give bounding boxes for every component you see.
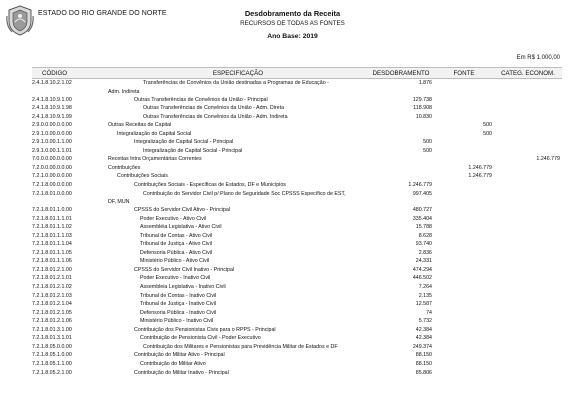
row-code: 7.2.1.8.05.1.0.00 (32, 352, 72, 359)
row-specification: Adm. Indireta (108, 88, 140, 95)
row-fonte (434, 317, 494, 326)
row-categ-econom (494, 190, 562, 199)
row-fonte (434, 155, 494, 164)
row-categ-econom (494, 198, 562, 206)
table-row (32, 172, 562, 181)
row-code: 7.2.1.8.05.0.0.00 (32, 343, 72, 350)
row-categ-econom (494, 240, 562, 249)
row-categ-econom (494, 215, 562, 224)
row-specification: Contribuição dos Militares e Pensionistas para Previdência Militar de Estados e DF (143, 343, 338, 350)
row-categ-econom (494, 343, 562, 352)
row-fonte (434, 104, 494, 113)
row-specification: Integralização de Capital Social - Principal (143, 147, 243, 154)
row-fonte (434, 147, 494, 156)
row-desdobramento: 85.806 (415, 369, 432, 376)
row-desdobramento: 474.294 (412, 266, 432, 273)
row-code: 2.4.1.8.10.9.1.98 (32, 105, 72, 112)
row-categ-econom (494, 164, 562, 173)
table-row (32, 104, 562, 113)
row-desdobramento (368, 121, 434, 130)
row-specification: Outras Transferências de Convênios da União - Adm. Direta (143, 105, 285, 112)
currency-unit: Em R$ 1.000,00 (516, 55, 560, 61)
row-specification: Tribunal de Justiça - Inativo Civil (140, 301, 217, 308)
table-row (32, 343, 562, 352)
row-desdobramento (368, 88, 434, 96)
row-desdobramento: 500 (423, 139, 432, 146)
row-desdobramento: 2.836 (418, 249, 432, 256)
row-desdobramento: 5.732 (418, 318, 432, 325)
row-desdobramento: 249.374 (412, 343, 432, 350)
row-desdobramento: 12.587 (415, 301, 432, 308)
row-desdobramento: 74 (426, 309, 432, 316)
row-specification: Defensoria Pública - Inativo Civil (140, 309, 217, 316)
column-header-categ-econom: CATEG. ECONOM. (494, 68, 562, 79)
row-fonte (434, 206, 494, 215)
row-code: 7.0.0.0.00.0.0.00 (32, 156, 72, 163)
row-categ-econom (494, 283, 562, 292)
table-row (32, 181, 562, 190)
row-code: 7.2.1.8.01.3.1.01 (32, 335, 72, 342)
table-row (32, 138, 562, 147)
state-name: ESTADO DO RIO GRANDE DO NORTE (38, 10, 167, 17)
row-desdobramento: 42.384 (415, 335, 432, 342)
table-row (32, 292, 562, 301)
row-categ-econom (494, 309, 562, 318)
row-specification: Transferências de Convênios da União destinadas a Programas de Educação - (143, 80, 329, 86)
row-specification: Integralização do Capital Social (117, 130, 192, 137)
table-row (32, 96, 562, 105)
row-categ-econom (494, 138, 562, 147)
table-row (32, 130, 562, 139)
report-title: Desdobramento da Receita (244, 9, 341, 18)
row-specification: Contribuição dos Pensionistas Civis para o RPPS - Principal (134, 326, 276, 333)
row-specification: Integralização de Capital Social - Principal (134, 139, 234, 146)
table-row (32, 232, 562, 241)
report-year: Ano Base: 2019 (267, 33, 318, 40)
column-header-specification: ESPECIFICAÇÃO (108, 68, 368, 79)
row-specification: Ministério Público - Ativo Civil (140, 258, 210, 265)
row-desdobramento: 446.502 (412, 275, 432, 282)
table-row (32, 215, 562, 224)
report-subtitle: RECURSOS DE TODAS AS FONTES (240, 20, 345, 27)
row-code: 7.2.1.8.01.2.1.05 (32, 309, 72, 316)
row-desdobramento (368, 164, 434, 173)
row-specification: Assembleia Legislativa - Inativo Civil (140, 284, 226, 291)
table-row (32, 326, 562, 335)
table-row (32, 300, 562, 309)
row-desdobramento: 1.246.779 (408, 182, 432, 189)
row-categ-econom (494, 317, 562, 326)
row-code: 2.4.1.8.10.9.1.99 (32, 113, 72, 120)
table-row (32, 198, 562, 206)
row-fonte (434, 232, 494, 241)
row-code: 7.2.1.8.01.1.0.00 (32, 207, 72, 214)
row-categ-econom (494, 104, 562, 113)
row-specification: Tribunal de Contas - Inativo Civil (140, 292, 217, 299)
row-fonte (434, 215, 494, 224)
table-row (32, 190, 562, 199)
row-code: 7.2.1.8.01.3.1.00 (32, 326, 72, 333)
row-desdobramento: 88.150 (415, 360, 432, 367)
table-row (32, 283, 562, 292)
row-specification: CPSSS do Servidor Civil Inativo - Principal (134, 266, 235, 273)
row-code: 2.9.1.0.00.0.0.00 (32, 130, 72, 137)
row-categ-econom (494, 369, 562, 378)
row-fonte (434, 360, 494, 369)
row-specification: Outras Receitas de Capital (108, 122, 172, 129)
row-code: 7.2.1.8.01.2.1.02 (32, 284, 72, 291)
row-specification: Tribunal de Justiça - Ativo Civil (140, 241, 212, 248)
row-fonte (434, 96, 494, 105)
row-categ-econom (494, 130, 562, 139)
row-desdobramento: 8.628 (418, 232, 432, 239)
row-code: 7.2.1.8.01.2.1.03 (32, 292, 72, 299)
row-fonte (434, 88, 494, 96)
row-fonte (434, 369, 494, 378)
row-code: 2.9.1.0.00.1.1.00 (32, 139, 72, 146)
table-row (32, 317, 562, 326)
row-specification: Tribunal de Contas - Ativo Civil (140, 232, 213, 239)
row-desdobramento: 118.908 (413, 105, 432, 112)
row-code (32, 198, 108, 206)
row-fonte: 500 (483, 122, 492, 129)
row-desdobramento: 480.727 (412, 207, 432, 214)
row-specification: Defensoria Pública - Ativo Civil (140, 249, 213, 256)
table-row (32, 147, 562, 156)
table-row (32, 155, 562, 164)
row-specification: Contribuição do Militar Ativo - Principal (134, 352, 225, 359)
row-desdobramento: 15.788 (415, 224, 432, 231)
row-desdobramento: 997.405 (412, 190, 432, 197)
row-specification: Contribuições Sociais - Específicas de Estados, DF e Municípios (134, 182, 286, 189)
row-specification: Outras Transferências de Convênios da União - Principal (134, 96, 268, 103)
row-fonte: 1.246.779 (468, 164, 492, 171)
row-fonte (434, 283, 494, 292)
row-fonte (434, 181, 494, 190)
row-fonte (434, 190, 494, 199)
row-fonte (434, 309, 494, 318)
row-desdobramento: 500 (423, 147, 432, 154)
row-code: 7.2.1.0.00.0.0.00 (32, 173, 72, 180)
row-code: 7.2.1.8.01.2.1.06 (32, 318, 72, 325)
row-categ-econom: 1.246.779 (536, 156, 560, 163)
row-specification: Ministério Público - Inativo Civil (140, 318, 214, 325)
row-code: 7.2.1.8.01.1.1.06 (32, 258, 72, 265)
table-row (32, 240, 562, 249)
row-code: 2.9.0.0.00.0.0.00 (32, 122, 72, 129)
row-desdobramento: 1.876 (418, 80, 432, 86)
row-categ-econom (494, 274, 562, 283)
row-code: 7.2.1.8.01.1.1.01 (32, 215, 72, 222)
row-code: 2.4.1.8.10.2.1.02 (32, 80, 72, 86)
table-row (32, 274, 562, 283)
row-fonte (434, 351, 494, 360)
row-categ-econom (494, 360, 562, 369)
row-specification: Outras Transferências de Convênios da União - Adm. Indireta (143, 113, 288, 120)
row-code: 7.2.1.8.01.2.1.04 (32, 301, 72, 308)
row-fonte (434, 300, 494, 309)
row-categ-econom (494, 172, 562, 181)
row-fonte (434, 343, 494, 352)
row-categ-econom (494, 181, 562, 190)
table-row (32, 121, 562, 130)
row-specification: Contribuição do Servidor Civil p/ Plano de Seguridade Soc CPSSS Específico de EST, (143, 190, 346, 197)
row-specification: Contribuições Sociais (117, 173, 168, 180)
row-code: 7.2.0.0.00.0.0.00 (32, 164, 72, 171)
row-desdobramento: 88.150 (415, 352, 432, 359)
row-fonte: 500 (483, 130, 492, 137)
row-desdobramento: 7.264 (418, 284, 432, 291)
row-desdobramento (368, 172, 434, 181)
table-row (32, 257, 562, 266)
row-fonte (434, 326, 494, 335)
row-desdobramento: 335.404 (412, 215, 432, 222)
row-code: 7.2.1.8.01.2.1.01 (32, 275, 72, 282)
row-fonte: 1.246.779 (468, 173, 492, 180)
row-fonte (434, 266, 494, 275)
row-specification: Contribuição do Militar Inativo - Principal (134, 369, 229, 376)
table-row (32, 223, 562, 232)
table-row (32, 351, 562, 360)
row-fonte (434, 292, 494, 301)
row-code: 7.2.1.8.05.1.1.00 (32, 360, 72, 367)
table-row (32, 369, 562, 378)
row-code: 7.2.1.8.01.1.1.04 (32, 241, 72, 248)
row-specification: Contribuição do Militar Ativo (140, 360, 206, 367)
row-categ-econom (494, 351, 562, 360)
row-desdobramento: 2.135 (418, 292, 432, 299)
table-row (32, 88, 562, 96)
row-categ-econom (494, 113, 562, 122)
table-header-row (32, 68, 562, 79)
row-fonte (434, 334, 494, 343)
row-categ-econom (494, 266, 562, 275)
row-fonte (434, 198, 494, 206)
row-specification: Contribuições (108, 164, 141, 171)
row-code (32, 88, 108, 96)
row-categ-econom (494, 249, 562, 258)
column-header-code: CÓDIGO (32, 68, 108, 79)
report-header (0, 0, 585, 60)
row-fonte (434, 257, 494, 266)
row-categ-econom (494, 96, 562, 105)
row-code: 7.2.1.8.01.0.0.00 (32, 190, 72, 197)
row-categ-econom (494, 334, 562, 343)
column-header-desdobramento: DESDOBRAMENTO (368, 68, 434, 79)
row-specification: Contribuição de Pensionista Civil - Poder Executivo (140, 335, 261, 342)
row-categ-econom (494, 232, 562, 241)
row-code: 2.4.1.8.10.9.1.00 (32, 96, 72, 103)
row-categ-econom (494, 206, 562, 215)
row-desdobramento (368, 155, 434, 164)
table-row (32, 164, 562, 173)
row-categ-econom (494, 292, 562, 301)
row-categ-econom (494, 326, 562, 335)
row-code: 7.2.1.8.01.1.1.05 (32, 249, 72, 256)
table-row (32, 309, 562, 318)
row-code: 7.2.1.8.05.2.1.00 (32, 369, 72, 376)
row-desdobramento: 129.738 (412, 96, 432, 103)
row-code: 7.2.1.8.01.1.1.02 (32, 224, 72, 231)
row-categ-econom (494, 121, 562, 130)
table-row (32, 360, 562, 369)
row-categ-econom (494, 147, 562, 156)
row-desdobramento: 24.331 (415, 258, 432, 265)
table-row (32, 249, 562, 258)
row-code: 7.2.1.8.00.0.0.00 (32, 182, 72, 189)
row-categ-econom (494, 223, 562, 232)
row-desdobramento (368, 198, 434, 206)
row-desdobramento: 93.740 (415, 241, 432, 248)
row-categ-econom (494, 88, 562, 96)
row-fonte (434, 138, 494, 147)
row-specification: Poder Executivo - Ativo Civil (140, 215, 207, 222)
row-categ-econom (494, 79, 562, 88)
row-desdobramento (368, 130, 434, 139)
column-header-fonte: FONTE (434, 68, 494, 79)
table-row (32, 266, 562, 275)
row-categ-econom (494, 257, 562, 266)
row-code: 7.2.1.8.01.2.1.00 (32, 266, 72, 273)
row-code: 2.9.1.0.00.1.1.01 (32, 147, 72, 154)
row-specification: Receitas Intra Orçamentárias Correntes (108, 156, 202, 163)
row-fonte (434, 79, 494, 88)
revenue-table (32, 67, 562, 377)
row-desdobramento: 42.384 (415, 326, 432, 333)
row-specification: CPSSS do Servidor Civil Ativo - Principal (134, 207, 230, 214)
row-desdobramento: 10.830 (415, 113, 432, 120)
row-specification: Poder Executivo - Inativo Civil (140, 275, 211, 282)
row-fonte (434, 223, 494, 232)
row-fonte (434, 113, 494, 122)
row-specification: Assembléia Legislativa - Ativo Civil (140, 224, 222, 231)
row-code: 7.2.1.8.01.1.1.03 (32, 232, 72, 239)
table-row (32, 79, 562, 88)
row-fonte (434, 274, 494, 283)
table-body (32, 79, 562, 378)
row-fonte (434, 249, 494, 258)
table-row (32, 334, 562, 343)
table-row (32, 206, 562, 215)
row-specification: DF, MUN (108, 199, 130, 206)
table-row (32, 113, 562, 122)
row-fonte (434, 240, 494, 249)
row-categ-econom (494, 300, 562, 309)
